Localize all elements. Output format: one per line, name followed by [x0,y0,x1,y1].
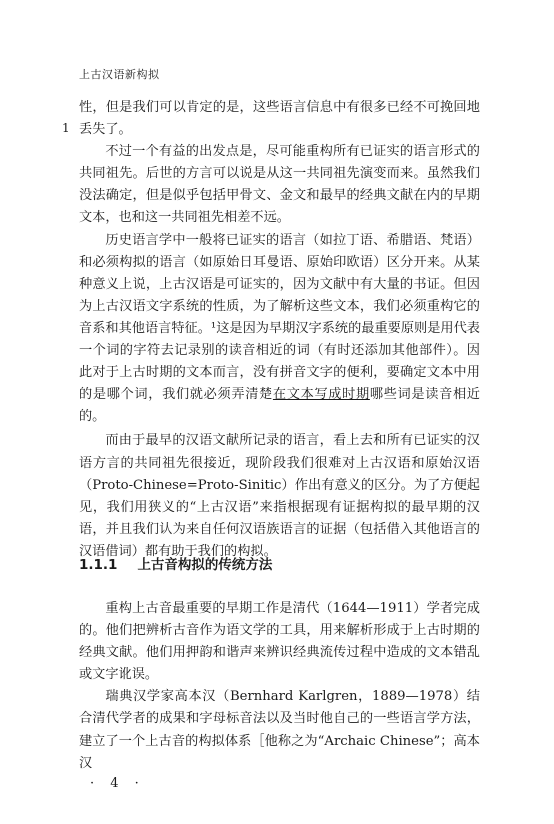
section-title: 上古音构拟的传统方法 [137,557,273,573]
running-head: 上古汉语新构拟 [79,68,160,81]
paragraph-4: 而由于最早的汉语文献所记录的语言，看上去和所有已证实的汉语方言的共同祖先很接近，现阶段我们很难对上古汉语和原始汉语（Proto-Chinese=Proto-Sinitic）作出有意义的区分。为了方便起见，我们用狭义的“上古汉语”来指根据现有证据构拟的最早期的汉语，并且我们认为来自任何汉语族语言的证据（包括借入其他语言的汉语借词）都有助于我们的构拟。 [79,433,480,559]
section-heading [79,553,272,573]
paragraph-3-main: 历史语言学中一般将已证实的语言（如拉丁语、希腊语、梵语）和必须构拟的语言（如原始日耳曼语、原始印欧语）区分开来。从某种意义上说，上古汉语是可证实的，因为文献中有大量的书证。但因为上古汉语文字系统的性质，为了解析这些文本，我们必须重构它的音系和其他语言特征。¹这是因为早期汉字系统的最重要原则是用代表一个词的字符去记录别的读音相近的词（有时还添加其他部件）。因此对于上古时期的文本而言，没有拼音文字的便利，要确定文本中用的是哪个词，我们就必须弄清楚 [79,232,480,403]
paragraph-1: 性，但是我们可以肯定的是，这些语言信息中有很多已经不可挽回地丢失了。 [79,100,480,138]
paragraph-2: 不过一个有益的出发点是，尽可能重构所有已证实的语言形式的共同祖先。后世的方言可以说是从这一共同祖先演变而来。虽然我们没法确定，但是似乎包括甲骨文、金文和最早的经典文献在内的早期文本，也和这一共同祖先相差不远。 [79,144,480,226]
body-text-upper [79,97,480,563]
paragraph-3-tail: 哪些词是读音相近的。 [79,387,480,425]
page-number: · 4 · [90,776,145,791]
body-text-lower [79,598,480,775]
paragraph-3 [79,230,480,429]
section-number: 1.1.1 [79,557,118,573]
margin-note-marker: 1 [62,121,70,135]
paragraph-6: 瑞典汉学家高本汉（Bernhard Karlgren，1889—1978）结合清代学者的成果和字母标音法以及当时他自己的一些语言学方法，建立了一个上古音的构拟体系［他称之为“Archaic Chinese”；高本汉 [79,689,480,771]
paragraph-3-underlined: 在文本写成时期 [272,387,370,403]
paragraph-5: 重构上古音最重要的早期工作是清代（1644—1911）学者完成的。他们把辨析古音作为语文学的工具，用来解析形成于上古时期的经典文献。他们用押韵和谐声来辨识经典流传过程中造成的文本错乱或文字讹误。 [79,601,480,683]
